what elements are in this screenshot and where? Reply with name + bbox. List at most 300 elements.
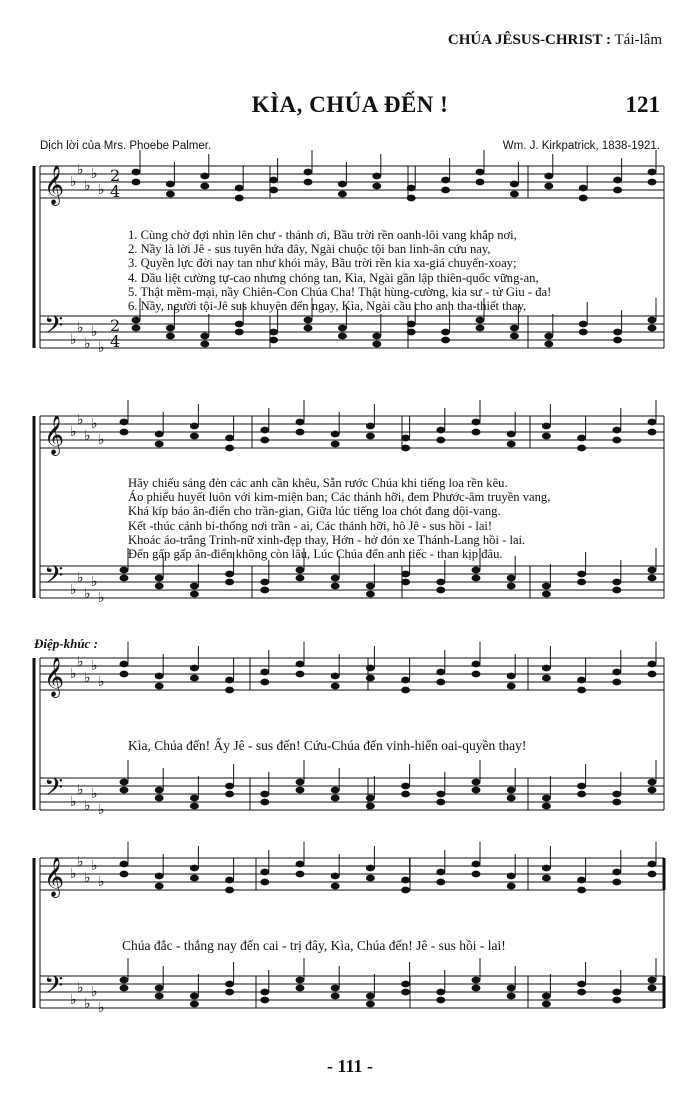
note-head [225, 877, 234, 884]
note-head [331, 883, 340, 890]
note-head [120, 871, 129, 878]
note-head [472, 871, 481, 878]
note-head [132, 169, 141, 176]
note-head [648, 977, 657, 984]
note-head [304, 317, 313, 324]
note-head [401, 571, 410, 578]
note-head [542, 875, 551, 882]
note-head [612, 679, 621, 686]
flat-icon: ♭ [77, 320, 84, 336]
note-head [155, 787, 164, 794]
flat-icon: ♭ [91, 858, 98, 874]
note-head [338, 181, 347, 188]
note-head [577, 445, 586, 452]
note-head [190, 1001, 199, 1008]
note-head [436, 587, 445, 594]
bass-clef-icon: 𝄢 [44, 561, 64, 596]
note-head [120, 861, 129, 868]
note-head [155, 795, 164, 802]
flat-icon: ♭ [84, 178, 91, 194]
verse-6-line-1: 6. Nầy, người tội-Jê sus khuyên đến ngay, Kìa, Ngài cầu cho anh tha-thiết thay, [128, 298, 527, 313]
page-number: - 111 - [326, 1056, 373, 1076]
note-head [507, 683, 516, 690]
note-head [225, 445, 234, 452]
note-head [510, 181, 519, 188]
note-head [155, 883, 164, 890]
flat-icon: ♭ [91, 984, 98, 1000]
note-head [544, 173, 553, 180]
note-head [190, 795, 199, 802]
flat-icon: ♭ [84, 870, 91, 886]
note-head [612, 799, 621, 806]
verse-5-line-1: 5. Thật mềm-mại, nầy Chiên-Con Chúa Cha! Thật hùng-cường, kia sư - tử Giu - đa! [128, 284, 552, 299]
note-head [612, 669, 621, 676]
flat-icon: ♭ [84, 670, 91, 686]
flat-icon: ♭ [77, 782, 84, 798]
note-head [401, 445, 410, 452]
note-head [260, 997, 269, 1004]
note-head [200, 173, 209, 180]
note-head [542, 433, 551, 440]
note-head [225, 887, 234, 894]
note-head [507, 985, 516, 992]
note-head [507, 883, 516, 890]
note-head [648, 419, 657, 426]
verse-3-line-2: Khá kíp báo ân-điển cho trần-gian, Giữa lúc tiếng loa chót đang dội-vang. [128, 504, 501, 519]
note-head [190, 591, 199, 598]
flat-icon: ♭ [70, 666, 77, 682]
note-head [648, 575, 657, 582]
flat-icon: ♭ [84, 798, 91, 814]
note-head [542, 803, 551, 810]
note-head [577, 435, 586, 442]
note-head [269, 177, 278, 184]
note-head [510, 191, 519, 198]
note-head [542, 423, 551, 430]
flat-icon: ♭ [70, 174, 77, 190]
note-head [331, 431, 340, 438]
note-head [577, 877, 586, 884]
note-head [436, 869, 445, 876]
note-head [366, 675, 375, 682]
note-head [331, 985, 340, 992]
flat-icon: ♭ [91, 574, 98, 590]
note-head [155, 683, 164, 690]
note-head [542, 865, 551, 872]
note-head [190, 675, 199, 682]
note-head [577, 571, 586, 578]
note-head [577, 677, 586, 684]
note-head [472, 575, 481, 582]
note-head [472, 661, 481, 668]
note-head [235, 329, 244, 336]
note-head [436, 679, 445, 686]
note-head [190, 583, 199, 590]
note-head [648, 325, 657, 332]
flat-icon: ♭ [91, 786, 98, 802]
flat-icon: ♭ [91, 416, 98, 432]
note-head [260, 437, 269, 444]
note-head [269, 187, 278, 194]
note-head [155, 873, 164, 880]
note-head [401, 579, 410, 586]
note-head [338, 333, 347, 340]
flat-icon: ♭ [98, 874, 105, 890]
note-head [235, 185, 244, 192]
verse-1-line-1: 1. Cùng chờ đợi nhìn lên chư - thánh ơi, Bầu trời rền oanh-lôi vang khắp nơi, [128, 228, 517, 242]
note-head [120, 977, 129, 984]
flat-icon: ♭ [91, 166, 98, 182]
note-head [407, 195, 416, 202]
note-head [120, 671, 129, 678]
note-head [401, 887, 410, 894]
note-head [338, 325, 347, 332]
verse-4-line-2: Kết -thúc cảnh bi-thống nơi trần - ai, Các thánh hỡi, hô Jê - sus hồi - lai! [128, 518, 493, 533]
flat-icon: ♭ [98, 1000, 105, 1016]
flat-icon: ♭ [98, 182, 105, 198]
note-head [648, 179, 657, 186]
note-head [648, 871, 657, 878]
note-head [260, 669, 269, 676]
note-head [612, 437, 621, 444]
flat-icon: ♭ [91, 324, 98, 340]
time-sig-bottom: 4 [110, 332, 121, 351]
verse-2-line-2: Áo phiếu huyết luôn với kim-miện ban; Các thánh hỡi, đem Phước-âm truyền vang, [128, 490, 551, 505]
note-head [401, 435, 410, 442]
note-head [436, 997, 445, 1004]
note-head [542, 675, 551, 682]
note-head [260, 869, 269, 876]
time-sig-bottom: 4 [110, 182, 121, 201]
note-head [296, 985, 305, 992]
note-head [120, 567, 129, 574]
note-head [166, 325, 175, 332]
note-head [577, 783, 586, 790]
note-head [648, 779, 657, 786]
verse-3-line-1: 3. Quyền lực đời nay tan như khói mây, Bầu trời rền kia xa-giá chuyển-xoay; [128, 256, 517, 271]
note-head [155, 673, 164, 680]
flat-icon: ♭ [77, 162, 84, 178]
note-head [296, 661, 305, 668]
note-head [648, 567, 657, 574]
note-head [436, 437, 445, 444]
note-head [436, 799, 445, 806]
note-head [190, 665, 199, 672]
flat-icon: ♭ [84, 336, 91, 352]
header-section: Tái-lâm [614, 32, 662, 48]
note-head [132, 317, 141, 324]
note-head [401, 687, 410, 694]
note-head [612, 879, 621, 886]
flat-icon: ♭ [70, 332, 77, 348]
note-head [436, 669, 445, 676]
note-head [507, 441, 516, 448]
note-head [225, 791, 234, 798]
note-head [472, 429, 481, 436]
note-head [401, 783, 410, 790]
note-head [472, 419, 481, 426]
note-head [366, 591, 375, 598]
note-head [331, 683, 340, 690]
header-series: CHÚA JÊSUS-CHRIST : [447, 32, 612, 48]
flat-icon: ♭ [77, 570, 84, 586]
note-head [648, 985, 657, 992]
flat-icon: ♭ [98, 802, 105, 818]
note-head [612, 989, 621, 996]
note-head [260, 879, 269, 886]
hymn-number: 121 [625, 92, 660, 117]
note-head [260, 791, 269, 798]
note-head [476, 169, 485, 176]
note-head [200, 341, 209, 348]
treble-clef-icon: 𝄞 [44, 857, 65, 897]
note-head [436, 427, 445, 434]
note-head [648, 787, 657, 794]
note-head [260, 587, 269, 594]
note-head [507, 673, 516, 680]
note-head [372, 183, 381, 190]
note-head [331, 873, 340, 880]
note-head [366, 433, 375, 440]
note-head [331, 673, 340, 680]
note-head [331, 787, 340, 794]
note-head [331, 441, 340, 448]
note-head [132, 325, 141, 332]
note-head [366, 583, 375, 590]
flat-icon: ♭ [84, 996, 91, 1012]
refrain-line-2: Chúa đắc - thắng nay đến cai - trị đây, Kìa, Chúa đến! Jê - sus hồi - lai! [122, 938, 506, 953]
note-head [507, 431, 516, 438]
note-head [296, 419, 305, 426]
bass-clef-icon: 𝄢 [44, 773, 64, 808]
verse-5-line-2: Khoác áo-trắng Trinh-nữ xinh-đẹp thay, Hớn - hở đón xe Thánh-Lang hồi - lai. [128, 532, 526, 547]
note-head [155, 583, 164, 590]
note-head [166, 181, 175, 188]
note-head [507, 583, 516, 590]
note-head [331, 583, 340, 590]
note-head [476, 325, 485, 332]
note-head [366, 665, 375, 672]
note-head [190, 433, 199, 440]
note-head [190, 423, 199, 430]
note-head [613, 329, 622, 336]
flat-icon: ♭ [77, 980, 84, 996]
note-head [235, 195, 244, 202]
note-head [436, 579, 445, 586]
flat-icon: ♭ [84, 586, 91, 602]
note-head [401, 981, 410, 988]
note-head [577, 981, 586, 988]
note-head [613, 177, 622, 184]
note-head [225, 579, 234, 586]
note-head [155, 431, 164, 438]
note-head [407, 185, 416, 192]
note-head [613, 187, 622, 194]
note-head [577, 989, 586, 996]
note-head [190, 803, 199, 810]
note-head [436, 791, 445, 798]
verse-6-line-2: Đến gấp gấp ân-điển không còn lâu, Lúc Chúa đến anh tiếc - than kịp đâu. [128, 546, 503, 561]
note-head [366, 1001, 375, 1008]
note-head [441, 177, 450, 184]
verses-line-2 [128, 476, 668, 561]
note-head [472, 787, 481, 794]
note-head [190, 865, 199, 872]
note-head [296, 787, 305, 794]
note-head [648, 317, 657, 324]
note-head [612, 587, 621, 594]
note-head [476, 317, 485, 324]
flat-icon: ♭ [70, 424, 77, 440]
note-head [120, 419, 129, 426]
note-head [612, 869, 621, 876]
refrain-line-1: Kìa, Chúa đến! Ấy Jê - sus đến! Cứu-Chúa đến vinh-hiển oai-quyền thay! [128, 738, 527, 753]
note-head [613, 337, 622, 344]
note-head [372, 333, 381, 340]
note-head [579, 185, 588, 192]
note-head [612, 427, 621, 434]
note-head [260, 579, 269, 586]
flat-icon: ♭ [84, 428, 91, 444]
note-head [132, 179, 141, 186]
note-head [260, 427, 269, 434]
note-head [166, 191, 175, 198]
hymn-title: KÌA, CHÚA ĐẾN ! [251, 92, 449, 117]
treble-clef-icon: 𝄞 [44, 415, 65, 455]
note-head [296, 429, 305, 436]
verse-1-line-2: Hãy chiếu sáng đèn các anh cần khêu, Sẵn rước Chúa khi tiếng loa rền kêu. [128, 476, 508, 490]
note-head [544, 341, 553, 348]
note-head [225, 989, 234, 996]
note-head [612, 791, 621, 798]
note-head [304, 325, 313, 332]
note-head [544, 333, 553, 340]
flat-icon: ♭ [77, 854, 84, 870]
note-head [472, 671, 481, 678]
note-head [225, 783, 234, 790]
note-head [304, 169, 313, 176]
note-head [190, 875, 199, 882]
note-head [304, 179, 313, 186]
note-head [166, 333, 175, 340]
note-head [269, 337, 278, 344]
time-sig-top: 2 [110, 166, 121, 185]
note-head [296, 861, 305, 868]
note-head [120, 575, 129, 582]
note-head [542, 993, 551, 1000]
flat-icon: ♭ [98, 590, 105, 606]
note-head [441, 337, 450, 344]
flat-icon: ♭ [77, 412, 84, 428]
note-head [331, 993, 340, 1000]
note-head [648, 671, 657, 678]
note-head [542, 795, 551, 802]
note-head [296, 779, 305, 786]
note-head [338, 191, 347, 198]
note-head [579, 321, 588, 328]
note-head [507, 873, 516, 880]
verse-2-line-1: 2. Nầy là lời Jê - sus tuyên hứa đây, Ngài chuộc tội ban linh-ân cứu nay, [128, 242, 491, 257]
flat-icon: ♭ [70, 992, 77, 1008]
note-head [542, 1001, 551, 1008]
note-head [436, 879, 445, 886]
note-head [441, 329, 450, 336]
treble-clef-icon: 𝄞 [44, 657, 65, 697]
note-head [542, 583, 551, 590]
flat-icon: ♭ [70, 866, 77, 882]
note-head [366, 423, 375, 430]
note-head [648, 861, 657, 868]
note-head [372, 173, 381, 180]
note-head [510, 333, 519, 340]
note-head [155, 575, 164, 582]
note-head [577, 887, 586, 894]
note-head [648, 169, 657, 176]
flat-icon: ♭ [70, 794, 77, 810]
note-head [366, 993, 375, 1000]
note-head [472, 861, 481, 868]
note-head [155, 441, 164, 448]
note-head [120, 661, 129, 668]
note-head [190, 993, 199, 1000]
note-head [579, 195, 588, 202]
composer-credit: Wm. J. Kirkpatrick, 1838-1921. [502, 140, 660, 152]
flat-icon: ♭ [98, 432, 105, 448]
note-head [577, 579, 586, 586]
verse-4-line-1: 4. Dầu liệt cường tự-cao nhưng chóng tan, Kìa, Ngài gần lập thiên-quốc vững-an, [128, 270, 539, 285]
note-head [401, 877, 410, 884]
note-head [407, 321, 416, 328]
note-head [366, 875, 375, 882]
note-head [542, 665, 551, 672]
note-head [542, 591, 551, 598]
note-head [260, 799, 269, 806]
note-head [200, 183, 209, 190]
note-head [472, 985, 481, 992]
note-head [407, 329, 416, 336]
note-head [648, 429, 657, 436]
note-head [577, 791, 586, 798]
note-head [401, 989, 410, 996]
note-head [472, 977, 481, 984]
flat-icon: ♭ [98, 674, 105, 690]
note-head [401, 791, 410, 798]
bass-clef-icon: 𝄢 [44, 311, 64, 346]
note-head [260, 989, 269, 996]
note-head [260, 679, 269, 686]
note-head [510, 325, 519, 332]
note-head [441, 187, 450, 194]
note-head [331, 575, 340, 582]
note-head [155, 993, 164, 1000]
note-head [366, 865, 375, 872]
note-head [544, 183, 553, 190]
note-head [225, 435, 234, 442]
note-head [296, 671, 305, 678]
note-head [200, 333, 209, 340]
note-head [331, 795, 340, 802]
note-head [579, 329, 588, 336]
note-head [366, 795, 375, 802]
note-head [269, 329, 278, 336]
note-head [612, 579, 621, 586]
flat-icon: ♭ [77, 654, 84, 670]
note-head [507, 575, 516, 582]
note-head [612, 997, 621, 1004]
note-head [472, 567, 481, 574]
note-head [235, 321, 244, 328]
note-head [472, 779, 481, 786]
